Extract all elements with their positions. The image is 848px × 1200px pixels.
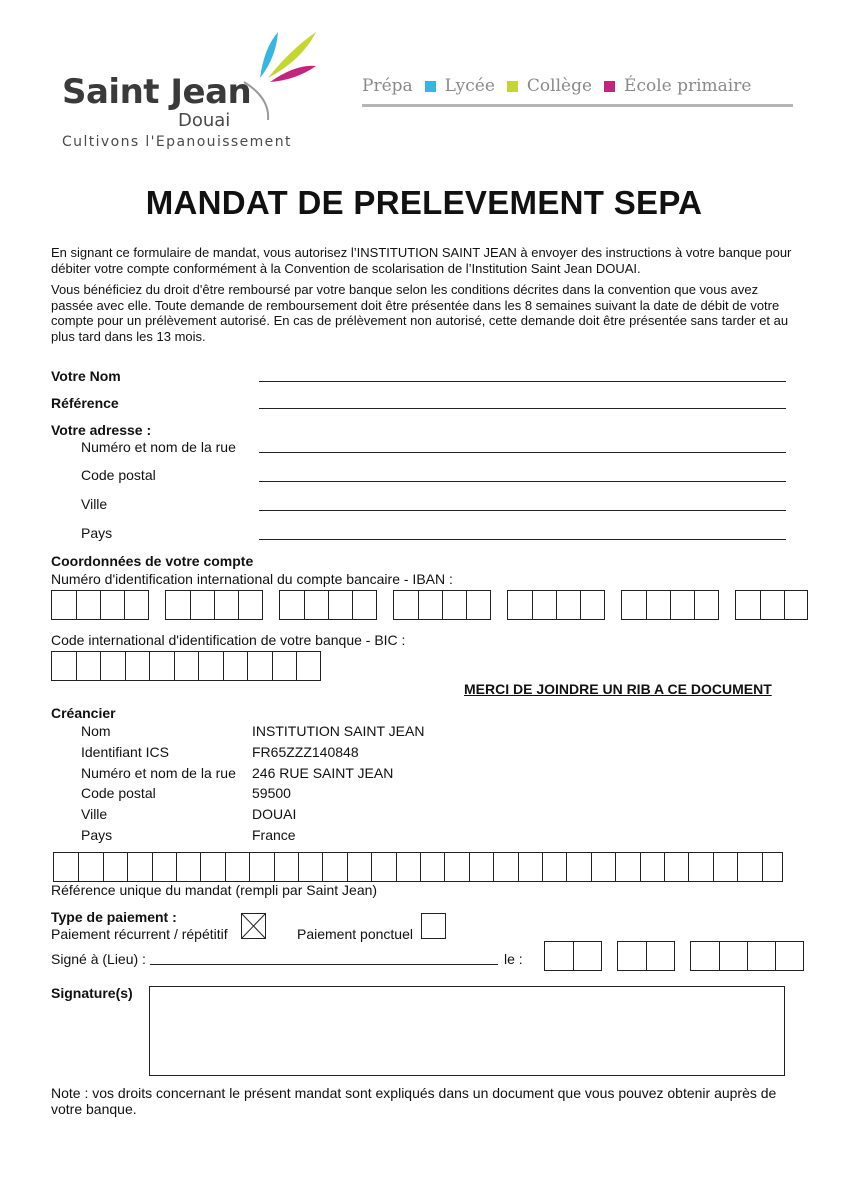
creancier-label: Ville — [81, 806, 108, 822]
nav-college: Collège — [526, 76, 593, 96]
nav-ecole: École primaire — [624, 76, 752, 96]
rue-input-line[interactable] — [259, 452, 786, 453]
creancier-value: 59500 — [252, 785, 291, 801]
lieu-input-line[interactable] — [150, 964, 498, 965]
ponctuel-checkbox[interactable] — [421, 913, 446, 939]
label-nom: Votre Nom — [51, 368, 121, 384]
cp-input-line[interactable] — [259, 481, 786, 482]
label-rue: Numéro et nom de la rue — [81, 439, 236, 455]
header-divider — [362, 104, 793, 107]
reference-input-line[interactable] — [259, 408, 786, 409]
label-cp: Code postal — [81, 467, 156, 483]
iban-group-6[interactable] — [621, 590, 719, 620]
school-levels-nav — [362, 76, 751, 96]
square-green-icon — [507, 81, 518, 92]
label-adresse: Votre adresse : — [51, 422, 152, 438]
ville-input-line[interactable] — [259, 510, 786, 511]
tagline: Cultivons l'Epanouissement — [62, 134, 292, 150]
compte-heading: Coordonnées de votre compte — [51, 553, 254, 569]
rum-grid — [53, 852, 783, 882]
recurrent-checkbox[interactable] — [241, 913, 266, 939]
intro-paragraph-2: Vous bénéficiez du droit d'être remboursé par votre banque selon les conditions décrites dans la convention que vous avez passée avec elle. Toute demande de remboursement doit être présentée dans les 8 semaines suivant la date de débit de votre compte pour un prélèvement autorisé. En cas de prélèvement non autorisé, cette demande doit être présentée sans tarder et au plus tard dans les 13 mois. — [51, 282, 789, 344]
creancier-value: FR65ZZZ140848 — [252, 744, 359, 760]
nav-lycee: Lycée — [444, 76, 495, 96]
logo-name: Saint Jean — [62, 72, 252, 112]
creancier-label: Code postal — [81, 785, 156, 801]
creancier-value: INSTITUTION SAINT JEAN — [252, 723, 425, 739]
checkbox-cross-icon — [242, 914, 265, 938]
creancier-label: Numéro et nom de la rue — [81, 765, 236, 781]
paiement-heading: Type de paiement : — [51, 909, 177, 925]
iban-group-3[interactable] — [279, 590, 377, 620]
paiement-ponctuel-label: Paiement ponctuel — [297, 926, 413, 942]
bic-grid[interactable] — [51, 651, 321, 681]
iban-label: Numéro d'identification international du compte bancaire - IBAN : — [51, 571, 453, 587]
square-magenta-icon — [604, 81, 615, 92]
date-month-boxes[interactable] — [617, 941, 675, 971]
signature-label: Signature(s) — [51, 985, 133, 1001]
label-reference: Référence — [51, 395, 119, 411]
creancier-heading: Créancier — [51, 705, 116, 721]
rum-label: Référence unique du mandat (rempli par Saint Jean) — [51, 882, 378, 898]
iban-group-5[interactable] — [507, 590, 605, 620]
pays-input-line[interactable] — [259, 539, 786, 540]
iban-group-2[interactable] — [165, 590, 263, 620]
paiement-recurrent-label: Paiement récurrent / répétitif — [51, 926, 228, 942]
signature-box[interactable] — [149, 986, 785, 1076]
date-day-boxes[interactable] — [544, 941, 602, 971]
iban-group-4[interactable] — [393, 590, 491, 620]
rib-notice: MERCI DE JOINDRE UN RIB A CE DOCUMENT — [464, 681, 772, 697]
nom-input-line[interactable] — [259, 381, 786, 382]
logo-city: Douai — [178, 110, 231, 131]
creancier-value: DOUAI — [252, 806, 297, 822]
page-title: MANDAT DE PRELEVEMENT SEPA — [145, 184, 703, 221]
signe-lieu-label: Signé à (Lieu) : — [51, 951, 146, 967]
creancier-label: Nom — [81, 723, 111, 739]
nav-prepa: Prépa — [362, 76, 413, 96]
creancier-label: Pays — [81, 827, 113, 843]
creancier-value: 246 RUE SAINT JEAN — [252, 765, 394, 781]
bic-label: Code international d'identification de votre banque - BIC : — [51, 632, 406, 648]
creancier-label: Identifiant ICS — [81, 744, 169, 760]
label-pays: Pays — [81, 525, 113, 541]
note: Note : vos droits concernant le présent mandat sont expliqués dans un document que vous pouvez obtenir auprès de votre banque. — [51, 1085, 777, 1117]
iban-group-7[interactable] — [735, 590, 808, 620]
iban-group-1[interactable] — [51, 590, 149, 620]
creancier-value: France — [252, 827, 296, 843]
signe-date-label: le : — [504, 951, 523, 967]
label-ville: Ville — [81, 496, 108, 512]
date-year-boxes[interactable] — [690, 941, 804, 971]
intro-paragraph-1: En signant ce formulaire de mandat, vous autorisez l’INSTITUTION SAINT JEAN à envoyer des instructions à votre banque pour débiter votre compte conformément à la Convention de scolarisation de l’Institution Saint Jean DOUAI. — [51, 245, 792, 276]
logo-leaves — [240, 28, 320, 120]
square-blue-icon — [425, 81, 436, 92]
